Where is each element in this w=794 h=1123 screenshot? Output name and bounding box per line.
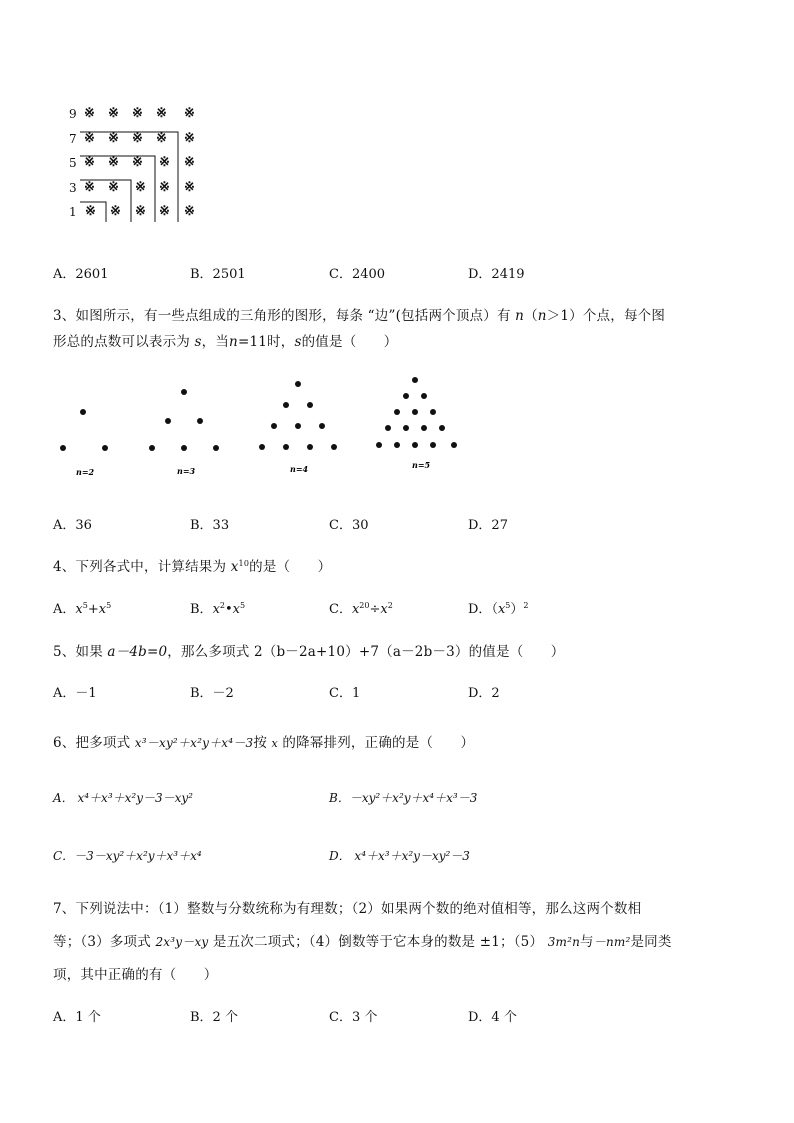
exponent: 20 xyxy=(359,601,370,610)
q2-option-c[interactable]: C．2400 xyxy=(329,267,386,282)
var-x: x xyxy=(271,737,278,750)
text: ，那么多项式 2（b－2a+10）+7（a－2b－3）的值是（ ） xyxy=(167,644,565,660)
grid-cell: ※ xyxy=(184,131,195,146)
triangle-n3 xyxy=(149,389,219,451)
row-label: 1 xyxy=(69,205,77,219)
text: 3、如图所示，有一些点组成的三角形的图形，每条 “边”(包括两个顶点）有 xyxy=(53,308,511,324)
exponent: 5 xyxy=(505,601,511,610)
text: 4、下列各式中，计算结果为 xyxy=(53,559,227,575)
q4-option-a[interactable] xyxy=(53,598,111,617)
exponent: 10 xyxy=(238,559,250,568)
q7-stem-line2 xyxy=(53,930,672,950)
row-label: 3 xyxy=(69,181,77,195)
text: 形总的点数可以表示为 xyxy=(53,334,190,350)
var-s: s xyxy=(294,334,302,350)
grid-cell: ※ xyxy=(132,131,143,146)
q7-stem-line1: 7、下列说法中：（1）整数与分数统称为有理数；（2）如果两个数的绝对值相等，那么这两个数相 xyxy=(53,901,642,917)
q3-triangle-svg xyxy=(50,370,470,482)
text: 是五次二项式；（4）倒数等于它本身的数是 ±1；（5） xyxy=(212,934,544,950)
text: （ xyxy=(524,308,538,324)
text: 5、如果 xyxy=(53,644,103,660)
q3-stem-line1 xyxy=(53,304,665,324)
q3-triangle-figure xyxy=(50,370,470,482)
text: =11时， xyxy=(237,334,295,350)
row-label: 7 xyxy=(69,132,77,146)
math-expression: 3m²n xyxy=(547,935,581,949)
text: 的是（ ） xyxy=(249,559,332,575)
q4-option-d[interactable] xyxy=(468,598,529,617)
grid-cell: ※ xyxy=(132,106,143,121)
q5-stem xyxy=(53,640,565,660)
q6-option-d[interactable]: D． x⁴＋x³＋x²y－xy²－3 xyxy=(329,849,470,863)
exponent: 5 xyxy=(106,601,112,610)
exponent: 5 xyxy=(82,601,88,610)
var-n: n xyxy=(229,334,238,350)
grid-cell: ※ xyxy=(156,131,167,146)
grid-cell: ※ xyxy=(132,155,143,170)
var-x: x xyxy=(230,559,239,575)
q7-option-c[interactable]: C．3 个 xyxy=(329,1010,378,1025)
label-n5: n=5 xyxy=(412,460,431,470)
grid-cell: ※ xyxy=(108,131,119,146)
var: x xyxy=(497,602,506,617)
paren: ） xyxy=(510,602,524,617)
text: ，当 xyxy=(201,334,230,350)
grid-cell: ※ xyxy=(184,106,195,121)
triangle-n5 xyxy=(376,377,457,448)
row-label: 5 xyxy=(69,156,77,170)
exponent: 2 xyxy=(387,601,393,610)
grid-cell: ※ xyxy=(108,155,119,170)
var: x xyxy=(232,602,241,617)
q3-option-a[interactable]: A．36 xyxy=(53,518,92,533)
q3-option-b[interactable]: B．33 xyxy=(190,518,230,533)
q4-option-c[interactable] xyxy=(329,598,393,617)
q2-option-a[interactable]: A．2601 xyxy=(53,267,109,282)
q5-option-a[interactable]: A．－1 xyxy=(53,686,97,701)
q3-stem-line2 xyxy=(53,330,398,350)
var: x xyxy=(75,602,83,617)
var-n: n xyxy=(515,308,525,324)
grid-cell: ※ xyxy=(156,106,167,121)
grid-cell: ※ xyxy=(184,204,195,219)
math-expression: x³－xy²＋x²y＋x⁴－3 xyxy=(134,736,254,750)
grid-cell: ※ xyxy=(159,155,170,170)
q5-option-d[interactable]: D．2 xyxy=(468,686,500,701)
triangle-n4 xyxy=(259,381,337,450)
grid-cell: ※ xyxy=(84,131,95,146)
q4-option-b[interactable] xyxy=(190,598,245,617)
text: ＞1）个点，每个图 xyxy=(546,308,666,324)
exponent: 2 xyxy=(219,601,225,610)
q2-option-b[interactable]: B．2501 xyxy=(190,267,246,282)
text: 与 xyxy=(580,934,594,950)
label-n2: n=2 xyxy=(76,467,95,477)
q6-option-b[interactable]: B．－xy²＋x²y＋x⁴＋x³－3 xyxy=(329,791,478,805)
var: x xyxy=(351,602,360,617)
grid-cell: ※ xyxy=(159,180,170,195)
math-expression: －nm² xyxy=(593,935,631,949)
var: x xyxy=(212,602,220,617)
option-label: C． xyxy=(329,602,352,617)
q7-option-a[interactable]: A．1 个 xyxy=(53,1010,101,1025)
grid-cell: ※ xyxy=(85,204,96,219)
text: 的值是（ ） xyxy=(301,334,398,350)
grid-cell: ※ xyxy=(84,106,95,121)
grid-cell: ※ xyxy=(110,204,121,219)
grid-cell: ※ xyxy=(108,180,119,195)
q6-stem xyxy=(53,731,474,751)
paren: （ xyxy=(491,602,498,617)
math-expression: 2x³y－xy xyxy=(155,935,209,949)
q3-option-d[interactable]: D．27 xyxy=(468,518,508,533)
var-n: n xyxy=(537,308,547,324)
text: 6、把多项式 xyxy=(53,735,131,751)
row-label: 9 xyxy=(69,107,77,121)
text: 的降幂排列，正确的是（ ） xyxy=(282,735,475,751)
grid-cell: ※ xyxy=(184,155,195,170)
var-s: s xyxy=(194,334,202,350)
q7-option-d[interactable]: D．4 个 xyxy=(468,1010,517,1025)
label-n3: n=3 xyxy=(177,466,196,476)
text: 按 xyxy=(253,735,268,751)
grid-cell: ※ xyxy=(184,180,195,195)
text: 等；（3）多项式 xyxy=(53,934,151,950)
q2-option-d[interactable]: D．2419 xyxy=(468,267,525,282)
grid-cell: ※ xyxy=(159,204,170,219)
grid-cell: ※ xyxy=(135,180,146,195)
q5-option-c[interactable]: C．1 xyxy=(329,686,361,701)
grid-cell: ※ xyxy=(84,180,95,195)
operator: • xyxy=(225,602,233,617)
label-n4: n=4 xyxy=(290,464,309,474)
var: x xyxy=(380,602,388,617)
math-expression: a－4b=0 xyxy=(107,644,168,660)
grid-cell: ※ xyxy=(84,155,95,170)
q7-option-b[interactable]: B．2 个 xyxy=(190,1010,238,1025)
grid-cell: ※ xyxy=(108,106,119,121)
triangle-n2 xyxy=(60,409,108,451)
q5-option-b[interactable]: B．－2 xyxy=(190,686,234,701)
grid-cell: ※ xyxy=(135,204,146,219)
text: 是同类 xyxy=(630,934,672,950)
option-label: A． xyxy=(53,602,76,617)
exponent: 2 xyxy=(523,601,529,610)
q3-option-c[interactable]: C．30 xyxy=(329,518,369,533)
var: x xyxy=(98,602,107,617)
operator: + xyxy=(87,602,99,617)
q4-stem xyxy=(53,555,331,575)
q7-stem-line3: 项，其中正确的有（ ） xyxy=(53,967,218,983)
q6-option-a[interactable]: A． x⁴＋x³＋x²y－3－xy² xyxy=(53,791,193,805)
q2-grid-figure xyxy=(60,104,220,228)
q6-option-c[interactable]: C．－3－xy²＋x²y＋x³＋x⁴ xyxy=(53,849,202,863)
option-label: D． xyxy=(468,602,492,617)
option-label: B． xyxy=(190,602,213,617)
exponent: 5 xyxy=(240,601,246,610)
operator: ÷ xyxy=(369,602,381,617)
